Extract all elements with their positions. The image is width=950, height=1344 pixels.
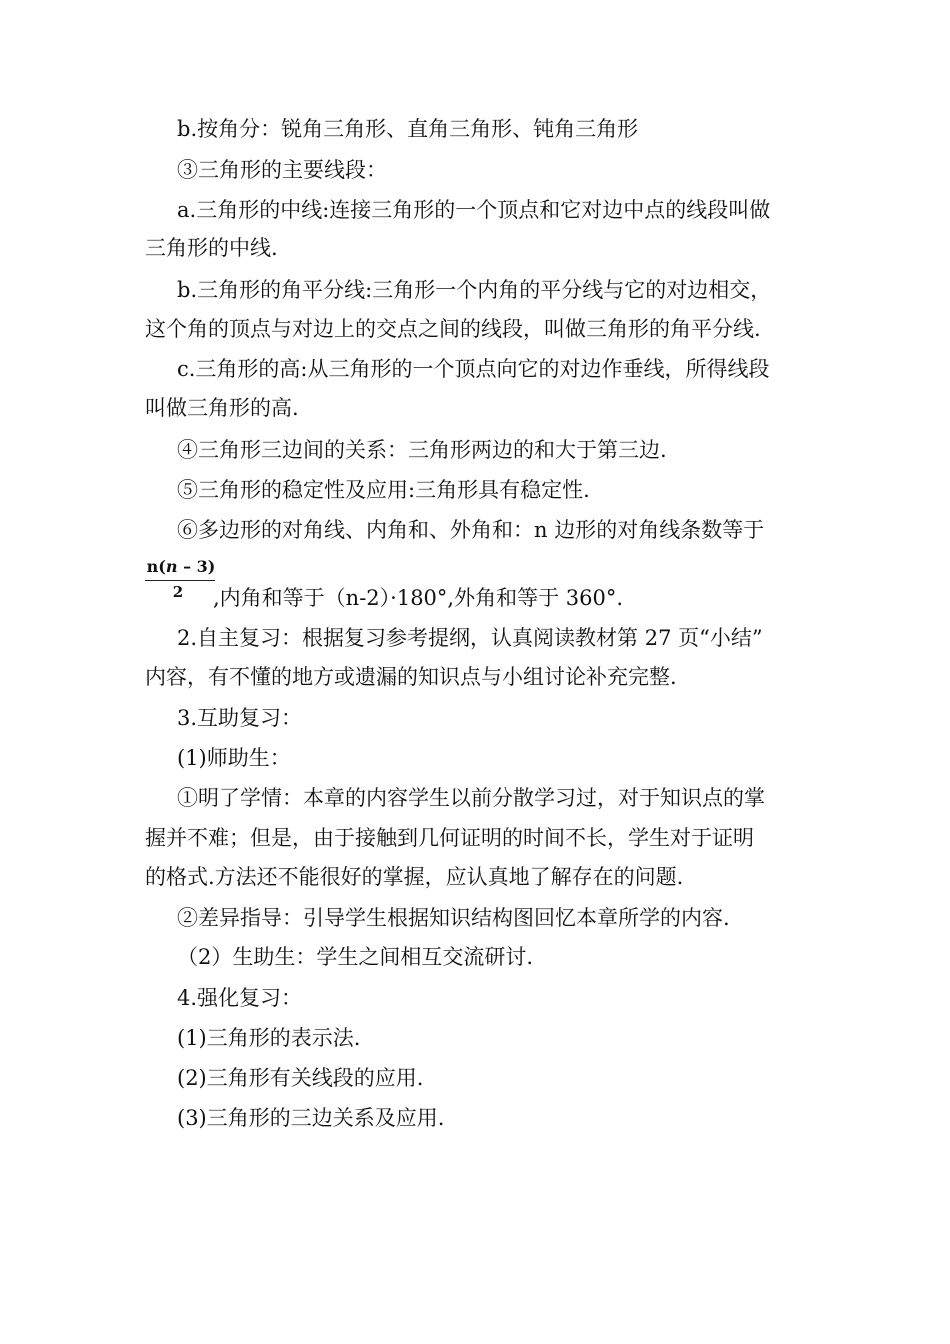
text-line: 2.自主复习：根据复习参考提纲，认真阅读教材第 27 页“小结” [177, 626, 763, 650]
text-line: 3.互助复习： [177, 706, 303, 730]
formula-denominator: 2 [172, 583, 184, 601]
text-line: 叫做三角形的高. [145, 396, 299, 420]
text-line: ②差异指导：引导学生根据知识结构图回忆本章所学的内容. [177, 906, 730, 930]
text-line: b.三角形的角平分线:三角形一个内角的平分线与它的对边相交， [177, 278, 772, 302]
text-line: a.三角形的中线:连接三角形的一个顶点和它对边中点的线段叫做 [177, 198, 771, 222]
text-line: ,内角和等于（n-2）·180°,外角和等于 360°. [213, 586, 624, 610]
text-line: （2）生助生：学生之间相互交流研讨. [177, 945, 534, 969]
text-line: 的格式.方法还不能很好的掌握，应认真地了解存在的问题. [145, 865, 684, 889]
text-line: (1)三角形的表示法. [177, 1026, 361, 1050]
text-line: b.按角分：锐角三角形、直角三角形、钝角三角形 [177, 117, 639, 141]
text-line: c.三角形的高:从三角形的一个顶点向它的对边作垂线，所得线段 [177, 357, 770, 381]
text-line: ①明了学情：本章的内容学生以前分散学习过，对于知识点的掌 [177, 786, 765, 810]
text-line: (2)三角形有关线段的应用. [177, 1066, 424, 1090]
text-line: ⑤三角形的稳定性及应用:三角形具有稳定性. [177, 478, 590, 502]
text-line: ④三角形三边间的关系：三角形两边的和大于第三边. [177, 438, 667, 462]
formula-numerator: n(n – 3) [146, 557, 216, 576]
text-line: ③三角形的主要线段： [177, 158, 387, 182]
text-line: (3)三角形的三边关系及应用. [177, 1106, 445, 1130]
text-line: (1)师助生： [177, 746, 291, 770]
text-line: 三角形的中线. [145, 236, 278, 260]
text-line: 这个角的顶点与对边上的交点之间的线段，叫做三角形的角平分线. [145, 317, 761, 341]
text-line: 内容，有不懂的地方或遗漏的知识点与小组讨论补充完整. [145, 665, 677, 689]
text-line: ⑥多边形的对角线、内角和、外角和：n 边形的对角线条数等于 [177, 518, 765, 542]
text-line: 握并不难；但是，由于接触到几何证明的时间不长，学生对于证明 [145, 826, 754, 850]
text-line: 4.强化复习： [177, 986, 303, 1010]
fraction-bar [145, 580, 215, 581]
